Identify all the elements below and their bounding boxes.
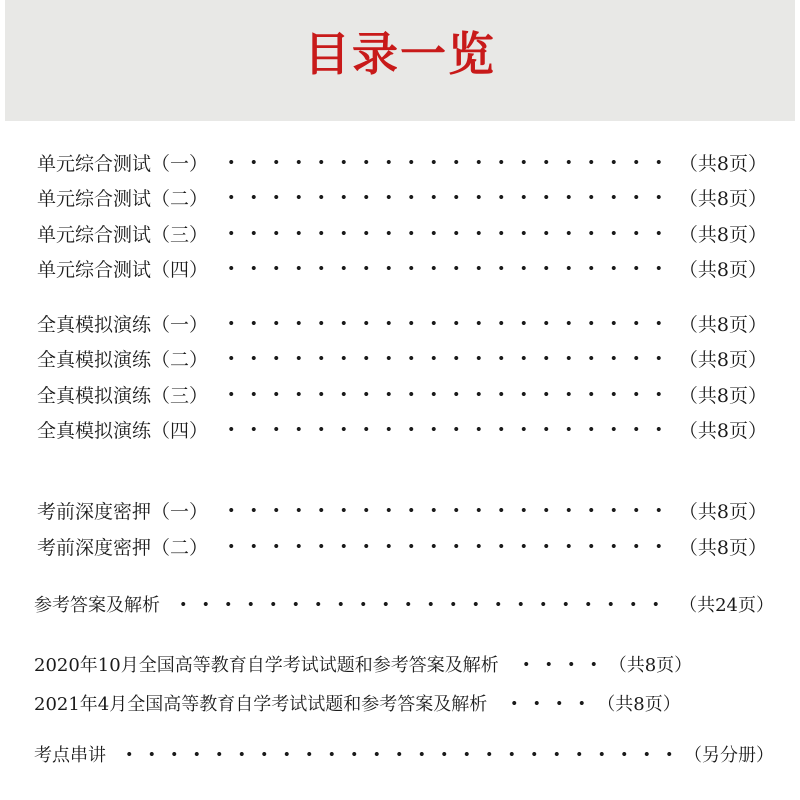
toc-entry-pages: （共8页） — [608, 655, 693, 676]
toc-entry-unit-test-4[interactable] — [37, 253, 767, 283]
toc-entry-unit-test-3[interactable] — [37, 218, 767, 248]
dot-leader — [220, 544, 671, 548]
toc-entry-mock-exam-1[interactable] — [37, 308, 767, 338]
toc-entry-pages: （共8页） — [678, 258, 767, 281]
toc-entry-label: 单元综合测试（二） — [37, 187, 209, 210]
toc-entry-pages: （共8页） — [678, 152, 767, 175]
dot-leader — [220, 160, 671, 164]
dot-leader — [220, 427, 671, 431]
toc-entry-pages: （共8页） — [678, 384, 767, 407]
toc-entry-label: 参考答案及解析 — [34, 595, 160, 616]
dot-leader — [220, 356, 671, 360]
page-title: 目录一览 — [304, 27, 496, 81]
toc-entry-label: 单元综合测试（三） — [37, 223, 209, 246]
toc-entry-label: 全真模拟演练（三） — [37, 384, 209, 407]
toc-entry-final-prediction-1[interactable] — [37, 495, 767, 525]
toc-entry-unit-test-2[interactable] — [37, 182, 767, 212]
toc-entry-pages: （共8页） — [678, 419, 767, 442]
dot-leader — [220, 508, 671, 512]
dot-leader — [515, 662, 599, 666]
toc-entry-label: 全真模拟演练（二） — [37, 348, 209, 371]
toc-entry-mock-exam-4[interactable] — [37, 414, 767, 444]
dot-leader — [220, 266, 671, 270]
toc-entry-pages: （共8页） — [597, 694, 681, 715]
toc-entry-exam-2021-4[interactable] — [34, 688, 774, 718]
toc-entry-pages: （共8页） — [678, 348, 767, 371]
toc-entry-final-prediction-2[interactable] — [37, 531, 767, 561]
toc-entry-label: 考前深度密押（二） — [37, 536, 209, 559]
dot-leader — [118, 752, 676, 756]
toc-entry-label: 单元综合测试（四） — [37, 258, 209, 281]
toc-entry-key-points[interactable] — [34, 739, 774, 769]
toc-entry-label: 考前深度密押（一） — [37, 500, 209, 523]
toc-entry-answers[interactable] — [34, 589, 774, 619]
toc-entry-pages: （另分册） — [684, 745, 774, 766]
dot-leader — [172, 602, 671, 606]
dot-leader — [220, 392, 671, 396]
toc-entry-label: 单元综合测试（一） — [37, 152, 209, 175]
toc-entry-pages: （共8页） — [678, 187, 767, 210]
toc-entry-label: 考点串讲 — [34, 745, 106, 766]
toc-entry-pages: （共24页） — [679, 595, 774, 616]
toc-entry-mock-exam-2[interactable] — [37, 343, 767, 373]
header-band — [5, 0, 795, 121]
dot-leader — [220, 195, 671, 199]
toc-entry-unit-test-1[interactable] — [37, 147, 767, 177]
toc-entry-pages: （共8页） — [678, 536, 767, 559]
dot-leader — [220, 321, 671, 325]
toc-entry-pages: （共8页） — [678, 313, 767, 336]
toc-entry-mock-exam-3[interactable] — [37, 379, 767, 409]
toc-entry-label: 全真模拟演练（四） — [37, 419, 209, 442]
toc-entry-pages: （共8页） — [678, 223, 767, 246]
toc-entry-exam-2020-10[interactable] — [34, 649, 774, 679]
toc-entry-label: 2021年4月全国高等教育自学考试试题和参考答案及解析 — [34, 694, 488, 715]
toc-entry-label: 全真模拟演练（一） — [37, 313, 209, 336]
dot-leader — [503, 701, 587, 705]
dot-leader — [220, 231, 671, 235]
toc-entry-pages: （共8页） — [678, 500, 767, 523]
toc-entry-label: 2020年10月全国高等教育自学考试试题和参考答案及解析 — [34, 655, 499, 676]
